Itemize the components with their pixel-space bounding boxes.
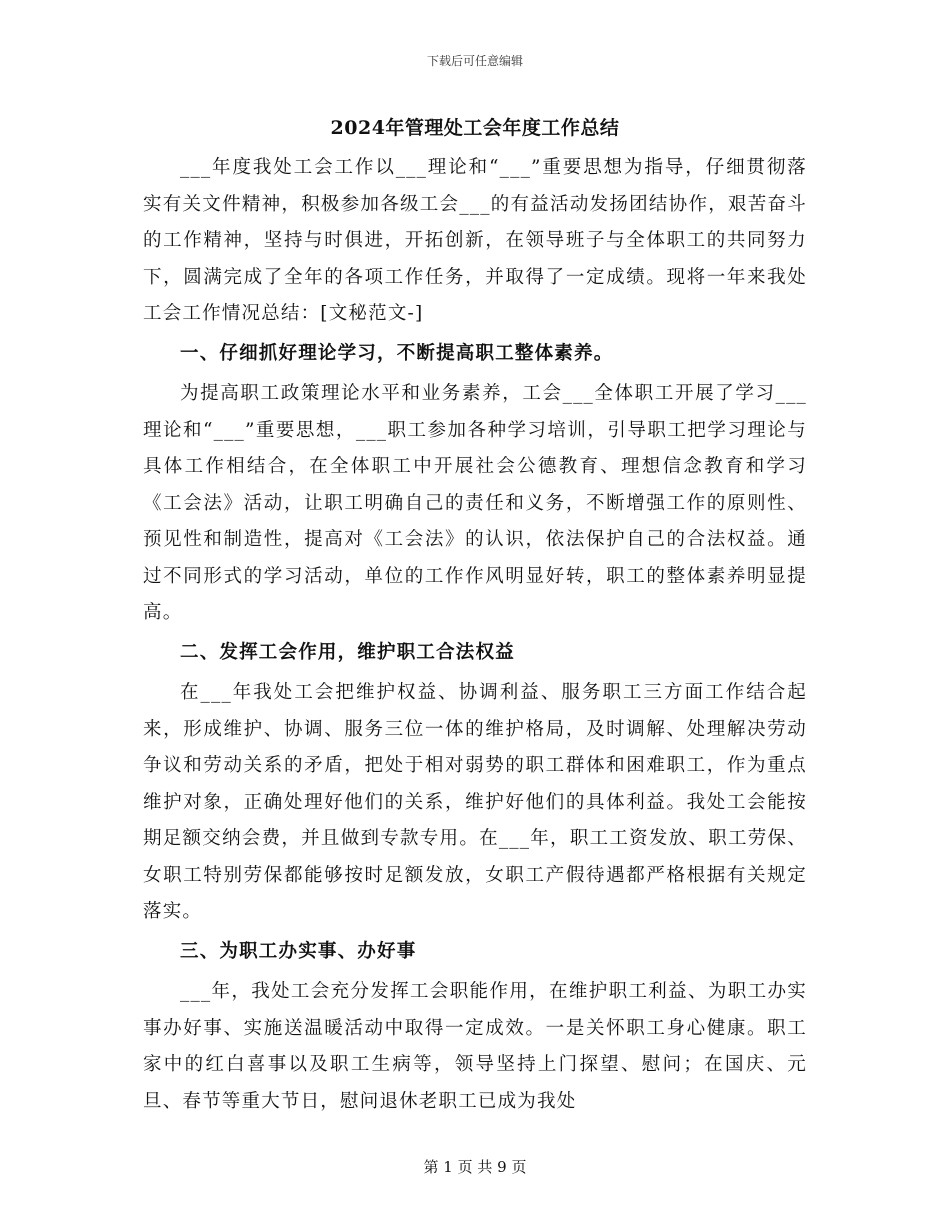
section-heading-3: 三、为职工办实事、办好事 bbox=[180, 940, 417, 962]
section-heading-1: 一、仔细抓好理论学习，不断提高职工整体素养。 bbox=[180, 342, 614, 364]
section-body-1: 为提高职工政策理论水平和业务素养，工会___全体职工开展了学习___理论和“___”重要思想，___职工参加各种学习培训，引导职工把学习理论与具体工作相结合，在全体职工中开展社会公德教育、理想信念教育和学习《工会法》活动，让职工明确自己的责任和义务，不断增强工作的原则性、预见性和制造性，提高对《工会法》的认识，依法保护自己的合法权益。通过不同形式的学习活动，单位的工作作风明显好转，职工的整体素养明显提高。 bbox=[143, 383, 807, 623]
header-note: 下载后可任意编辑 bbox=[426, 54, 523, 68]
intro-paragraph: ___年度我处工会工作以___理论和“___”重要思想为指导，仔细贯彻落实有关文件精神，积极参加各级工会___的有益活动发扬团结协作，艰苦奋斗的工作精神，坚持与时俱进，开拓创新，在领导班子与全体职工的共同努力下，圆满完成了全年的各项工作任务，并取得了一定成绩。现将一年来我处工会工作情况总结：[文秘范文-] bbox=[143, 157, 807, 324]
page-footer: 第 1 页 共 9 页 bbox=[423, 1158, 527, 1176]
document-title: 2024年管理处工会年度工作总结 bbox=[330, 117, 620, 139]
section-heading-2: 二、发挥工会作用，维护职工合法权益 bbox=[180, 641, 515, 663]
section-body-2: 在___年我处工会把维护权益、协调利益、服务职工三方面工作结合起来，形成维护、协调、服务三位一体的维护格局，及时调解、处理解决劳动争议和劳动关系的矛盾，把处于相对弱势的职工群体和困难职工，作为重点维护对象，正确处理好他们的关系，维护好他们的具体利益。我处工会能按期足额交纳会费，并且做到专款专用。在___年，职工工资发放、职工劳保、女职工特别劳保都能够按时足额发放，女职工产假待遇都严格根据有关规定落实。 bbox=[143, 682, 807, 922]
document-body bbox=[143, 110, 807, 1120]
section-body-3: ___年，我处工会充分发挥工会职能作用，在维护职工利益、为职工办实事办好事、实施送温暖活动中取得一定成效。一是关怀职工身心健康。职工家中的红白喜事以及职工生病等，领导坚持上门探望、慰问；在国庆、元旦、春节等重大节日，慰问退休老职工已成为我处 bbox=[143, 981, 807, 1112]
